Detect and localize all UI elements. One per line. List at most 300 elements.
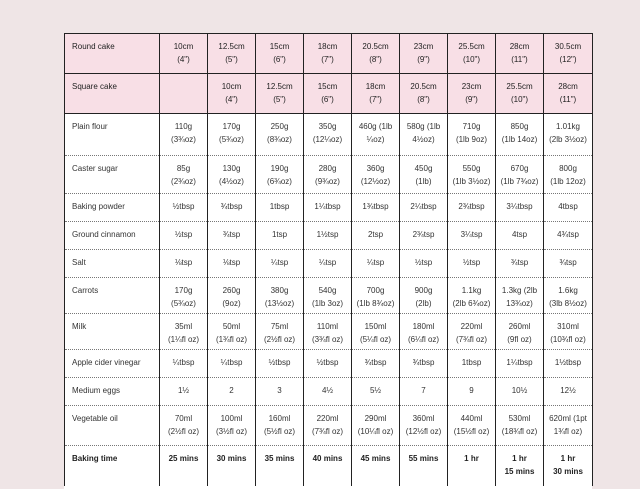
table-cell [352,222,400,250]
cell-line-primary: 4½ [321,386,334,395]
table-cell [544,194,593,222]
table-cell [544,446,593,486]
cell-line-primary: 28cm [558,82,578,91]
cell-line-secondary: (9") [417,55,430,64]
cell-line-secondary: (9oz) [222,299,241,308]
table-cell [304,250,352,278]
row-label: Ground cinnamon [65,222,160,250]
table-cell [544,74,593,114]
cell-line-primary: 110g [174,122,193,131]
table-cell [304,446,352,486]
table-cell [544,250,593,278]
cell-line-primary: 900g [414,286,433,295]
cell-line-secondary: (6¼fl oz) [407,335,440,344]
table-cell [352,194,400,222]
table-cell [448,34,496,74]
table-cell [496,350,544,378]
table-cell [352,278,400,314]
table-cell [400,194,448,222]
ingredient-row-baking-powder [65,194,593,222]
cell-line-secondary: (2lb) [415,299,432,308]
table-cell [208,446,256,486]
cell-line-secondary: 1¾fl oz) [553,427,583,436]
cell-line-secondary: (9") [465,95,478,104]
cell-line-primary: 1tsp [271,230,288,239]
table-cell [256,406,304,446]
cell-line-primary: 550g [462,164,481,173]
table-cell [304,406,352,446]
cell-line-primary: 12.5cm [266,82,293,91]
table-cell [400,278,448,314]
cell-line-primary: 75ml [270,322,289,331]
cell-line-primary: 850g [510,122,529,131]
table-cell [496,378,544,406]
row-label: Apple cider vinegar [65,350,160,378]
table-cell [208,222,256,250]
cell-line-secondary: (1lb 3½oz) [452,177,491,186]
table-cell [208,278,256,314]
table-cell [304,350,352,378]
table-cell [208,114,256,156]
cell-line-primary: 250g [270,122,289,131]
cell-line-primary: 23cm [461,82,482,91]
cell-line-primary: ¼tsp [366,258,385,267]
cell-line-primary: 360ml [412,414,435,423]
cell-line-primary: 1 hr [560,454,576,463]
table-cell [496,446,544,486]
cell-line-secondary: (7¾fl oz) [455,335,488,344]
table-cell [448,114,496,156]
cell-line-primary: 45 mins [360,454,391,463]
table-cell [544,114,593,156]
cell-line-primary: 35 mins [264,454,295,463]
cell-line-primary: 3 [277,386,282,395]
cell-line-primary: 260ml [508,322,531,331]
cell-line-primary: ¾tbsp [220,202,243,211]
cell-line-primary: 9 [469,386,474,395]
cell-line-secondary: (3lb 8½oz) [549,299,587,308]
cell-line-primary: 30 mins [216,454,247,463]
table-cell [544,222,593,250]
cell-line-secondary: (6¾oz) [267,177,292,186]
cell-line-primary: 1.1kg [461,286,482,295]
cell-line-secondary: (2½fl oz) [167,427,200,436]
cell-line-secondary: (1¼fl oz) [167,335,200,344]
table-cell [160,156,208,194]
table-cell [544,314,593,350]
table-cell [400,222,448,250]
cell-line-primary: 2¼tbsp [410,202,437,211]
cell-line-primary: 700g [366,286,385,295]
cell-line-primary: 380g [270,286,289,295]
table-cell [304,314,352,350]
table-cell [160,74,208,114]
table-cell [496,314,544,350]
table-cell [160,114,208,156]
cell-line-secondary: (4") [177,55,190,64]
cell-line-primary: 2¾tsp [412,230,435,239]
table-cell [208,378,256,406]
cell-line-primary: 15cm [317,82,338,91]
cell-line-primary: ¾tsp [510,258,529,267]
table-cell [160,194,208,222]
cell-line-secondary: (5") [273,95,286,104]
table-cell [352,446,400,486]
cell-line-primary: 23cm [413,42,434,51]
table-cell [544,378,593,406]
table-cell [496,114,544,156]
table-cell [544,406,593,446]
row-label: Carrots [65,278,160,314]
cell-line-secondary: (3½fl oz) [215,427,248,436]
table-cell [160,314,208,350]
cell-line-primary: ½tbsp [268,358,291,367]
row-label: Medium eggs [65,378,160,406]
cell-line-primary: 1.01kg [555,122,581,131]
table-cell [256,194,304,222]
cell-line-primary: 1.3kg (2lb [501,286,538,295]
recipe-sheet [64,33,592,489]
table-cell [208,34,256,74]
cell-line-primary: 620ml (1pt [549,414,587,423]
table-cell [448,156,496,194]
cell-line-primary: 18cm [365,82,386,91]
cell-line-primary: ¾tbsp [364,358,387,367]
cell-line-primary: 710g [462,122,481,131]
cell-line-primary: 12½ [560,386,576,395]
table-cell [256,314,304,350]
cell-line-primary: 220ml [316,414,339,423]
table-cell [448,74,496,114]
table-cell [160,446,208,486]
cell-line-secondary: (10") [510,95,529,104]
table-cell [352,406,400,446]
cell-line-secondary: (9fl oz) [507,335,532,344]
table-cell [304,278,352,314]
table-cell [256,114,304,156]
table-cell [448,378,496,406]
table-cell [208,350,256,378]
cell-line-primary: ⅛tsp [222,258,241,267]
cell-line-secondary: (1lb) [415,177,432,186]
table-cell [400,446,448,486]
table-cell [448,278,496,314]
cell-line-primary: 18cm [317,42,338,51]
cell-line-primary: 150ml [364,322,387,331]
table-cell [496,34,544,74]
cell-line-secondary: (2¾oz) [171,177,196,186]
cell-line-secondary: (1lb 7¾oz) [500,177,539,186]
square-cake-row [65,74,593,114]
table-cell [256,74,304,114]
table-cell [400,314,448,350]
cell-line-secondary: 30 mins [553,467,583,476]
cell-line-primary: 50ml [222,322,241,331]
cell-line-secondary: (8") [417,95,430,104]
table-cell [256,222,304,250]
table-cell [256,446,304,486]
table-cell [352,314,400,350]
cell-line-primary: 1 hr [464,454,479,463]
table-cell [400,74,448,114]
cell-line-primary: 530ml [508,414,531,423]
table-cell [448,406,496,446]
cell-line-primary: 10cm [173,42,194,51]
table-cell [448,446,496,486]
table-cell [496,250,544,278]
cell-line-primary: 1¼tbsp [506,358,533,367]
ingredient-row-salt [65,250,593,278]
table-cell [208,314,256,350]
cell-line-primary: ½tbsp [172,202,195,211]
table-cell [496,194,544,222]
table-cell [352,34,400,74]
cell-line-primary: 180ml [412,322,435,331]
cell-line-primary: ¾tbsp [412,358,435,367]
cell-line-secondary: 13¾oz) [506,299,533,308]
cell-line-primary: 10½ [511,386,528,395]
cell-line-secondary: (6") [321,95,334,104]
table-cell [496,222,544,250]
cell-line-primary: 25 mins [168,454,199,463]
cell-line-secondary: (1lb 14oz) [501,135,538,144]
cell-line-primary: 4tbsp [558,202,578,211]
cell-line-primary: ½tsp [462,258,481,267]
cell-line-secondary: (12¼oz) [312,135,343,144]
cell-line-primary: ¼tsp [318,258,337,267]
cell-line-primary: 2¾tbsp [458,202,485,211]
table-cell [304,156,352,194]
table-cell [160,34,208,74]
table-cell [448,350,496,378]
row-label: Baking time [65,446,160,486]
cell-line-primary: 170g [174,286,193,295]
table-cell [160,278,208,314]
cell-line-primary: 4¾tsp [557,230,579,239]
cell-line-secondary: (7¾fl oz) [311,427,344,436]
table-cell [496,278,544,314]
cell-line-primary: 70ml [174,414,193,423]
row-label: Vegetable oil [65,406,160,446]
cell-line-primary: 1½ [177,386,190,395]
cell-line-secondary: (5¼fl oz) [359,335,392,344]
cell-line-secondary: (5½fl oz) [263,427,296,436]
cell-line-secondary: (5") [225,55,238,64]
cell-line-secondary: (2½fl oz) [263,335,296,344]
cell-line-primary: 290ml [364,414,387,423]
table-cell [496,156,544,194]
row-label: Caster sugar [65,156,160,194]
cell-line-primary: 2 [229,386,234,395]
table-cell [352,378,400,406]
cell-line-secondary: (8¾oz) [267,135,292,144]
ingredient-row-ground-cinnamon [65,222,593,250]
cell-line-secondary: (12½oz) [360,177,391,186]
cell-line-primary: 170g [222,122,241,131]
cell-line-primary: 1¾tbsp [362,202,389,211]
cell-line-secondary: (3¾oz) [171,135,196,144]
cell-line-primary: 35ml [174,322,193,331]
cell-line-primary: ¾tsp [559,258,577,267]
cell-line-primary: 310ml [557,322,579,331]
ingredient-row-carrots [65,278,593,314]
table-cell [352,350,400,378]
cell-line-secondary: (13½oz) [264,299,295,308]
row-label: Square cake [65,74,160,114]
cell-line-secondary: (1lb 3oz) [311,299,344,308]
cell-line-primary: 3¼tsp [460,230,483,239]
cell-line-secondary: (5¾oz) [171,299,196,308]
table-cell [256,34,304,74]
cell-line-primary: 350g [318,122,337,131]
cell-line-primary: 30.5cm [554,42,582,51]
cell-line-primary: 85g [176,164,191,173]
ingredient-row-vegetable-oil [65,406,593,446]
cell-line-primary: ⅛tsp [174,258,193,267]
cell-line-secondary: (1¾fl oz) [215,335,248,344]
table-cell [400,350,448,378]
cell-line-secondary: (6") [273,55,286,64]
cell-line-primary: ½tsp [414,258,433,267]
cell-line-primary: ¼tbsp [172,358,195,367]
cell-line-secondary: (2lb 6¾oz) [452,299,491,308]
cell-line-primary: 1½tsp [316,230,339,239]
cell-line-secondary: (5¾oz) [219,135,244,144]
ingredient-row-apple-cider-vinegar [65,350,593,378]
cell-line-primary: 7 [421,386,426,395]
cell-line-secondary: 4½oz) [412,135,435,144]
row-label: Milk [65,314,160,350]
cell-line-secondary: (7") [321,55,334,64]
table-cell [208,156,256,194]
cell-line-primary: ¾tsp [222,230,241,239]
cell-line-primary: ½tsp [174,230,193,239]
cell-line-primary: 15cm [269,42,290,51]
cell-line-primary: 12.5cm [218,42,245,51]
cell-line-primary: 280g [318,164,337,173]
cell-line-secondary: (11") [511,55,528,64]
cell-line-secondary: (2lb 3½oz) [549,135,587,144]
table-cell [208,74,256,114]
cell-line-secondary: (4") [225,95,238,104]
cell-line-primary: 25.5cm [506,82,533,91]
cell-line-primary: 110ml [316,322,339,331]
row-label: Baking powder [65,194,160,222]
table-cell [208,406,256,446]
cell-line-primary: 580g (1lb [406,122,441,131]
cell-line-primary: 5½ [369,386,382,395]
table-cell [208,250,256,278]
cell-line-primary: 1.6kg [558,286,578,295]
cell-line-primary: 1tbsp [269,202,290,211]
table-cell [256,350,304,378]
cell-line-primary: 1tbsp [461,358,482,367]
table-cell [160,350,208,378]
cell-line-secondary: (1lb 9oz) [455,135,488,144]
cell-line-primary: 190g [270,164,289,173]
row-label: Round cake [65,34,160,74]
cell-line-secondary: (10¼fl oz) [357,427,394,436]
table-cell [304,194,352,222]
cell-line-primary: 4tsp [511,230,528,239]
ingredient-row-milk [65,314,593,350]
cell-line-primary: 1½tbsp [554,358,582,367]
table-cell [400,34,448,74]
cell-line-primary: 460g (1lb [358,122,393,131]
table-cell [544,156,593,194]
cell-line-primary: 40 mins [312,454,343,463]
table-cell [160,222,208,250]
cell-line-secondary: (10") [462,55,481,64]
cell-line-primary: ½tbsp [316,358,339,367]
cell-line-secondary: (4½oz) [219,177,244,186]
table-cell [400,378,448,406]
cell-line-secondary: (18¾fl oz) [501,427,538,436]
table-cell [352,156,400,194]
cell-line-primary: 55 mins [408,454,439,463]
cell-line-primary: 2tsp [367,230,384,239]
cell-line-secondary: (15½fl oz) [453,427,490,436]
table-cell [544,278,593,314]
cell-line-secondary: (8") [369,55,382,64]
cell-line-primary: ¼tsp [270,258,289,267]
cell-line-primary: 450g [414,164,433,173]
cell-line-primary: 220ml [460,322,483,331]
table-cell [400,406,448,446]
cell-line-primary: 20.5cm [362,42,389,51]
cell-line-secondary: (12½fl oz) [405,427,442,436]
cell-line-primary: 360g [366,164,385,173]
cell-line-secondary: (12") [559,55,577,64]
baking-time-row [65,446,593,486]
cell-line-secondary: 15 mins [504,467,535,476]
table-cell [304,378,352,406]
table-cell [160,250,208,278]
cell-line-primary: 260g [222,286,241,295]
cell-line-secondary: (1lb 12oz) [550,177,586,186]
table-cell [544,34,593,74]
row-label: Plain flour [65,114,160,156]
table-cell [448,222,496,250]
table-cell [256,156,304,194]
table-cell [496,74,544,114]
table-cell [304,222,352,250]
table-cell [448,250,496,278]
cell-line-primary: 440ml [460,414,483,423]
cell-line-primary: 130g [222,164,241,173]
table-cell [304,74,352,114]
table-cell [256,278,304,314]
table-cell [352,114,400,156]
cell-line-primary: 670g [510,164,529,173]
cell-line-primary: 800g [559,164,577,173]
cell-line-secondary: (3¾fl oz) [311,335,344,344]
cell-line-primary: 1¼tbsp [314,202,341,211]
table-cell [304,114,352,156]
round-cake-row [65,34,593,74]
cell-line-primary: 1 hr [512,454,527,463]
cell-line-primary: 25.5cm [458,42,485,51]
table-cell [448,314,496,350]
cell-line-secondary: ¼oz) [366,135,385,144]
table-cell [352,74,400,114]
table-cell [256,378,304,406]
cell-line-secondary: (1lb 8¾oz) [356,299,395,308]
cell-line-primary: 3¼tbsp [506,202,533,211]
cell-line-primary: 100ml [220,414,243,423]
table-cell [352,250,400,278]
cell-line-primary: ¼tbsp [220,358,243,367]
